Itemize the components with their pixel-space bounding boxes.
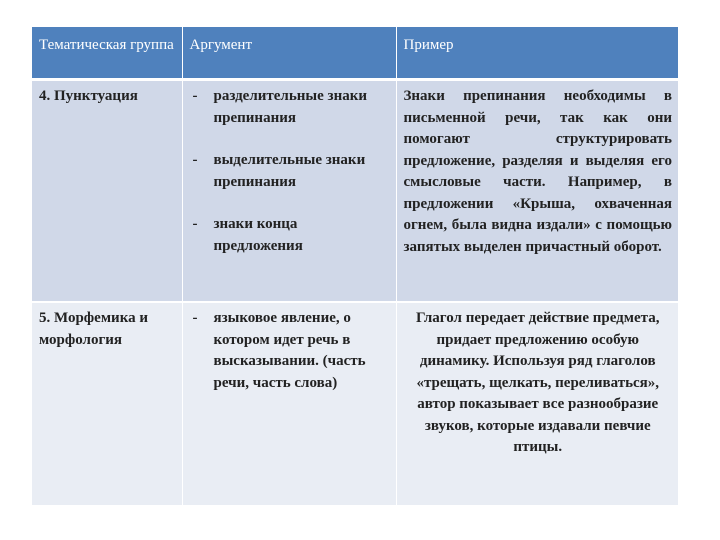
- list-item: [190, 86, 390, 129]
- table-row: [32, 80, 678, 303]
- arguments-table: [32, 27, 678, 507]
- argument-list: [190, 86, 390, 257]
- table-header-row: [32, 27, 678, 80]
- example-cell: Знаки препинания необходимы в письменной речи, так как они помогают структурировать предложение, разделяя и выделяя его смысловые части. Например, в предложении «Крыша, охваченная огнем, была видна издали» с помощью запятых выделен причастный оборот.: [396, 80, 678, 303]
- argument-text: знаки конца предложения: [213, 216, 303, 254]
- argument-cell: [182, 80, 396, 303]
- list-item: [190, 308, 390, 394]
- example-cell: Глагол передает действие предмета, придает предложению особую динамику. Используя ряд глаголов «трещать, щелкать, переливаться», автор показывает все разнообразие звуков, которые издавали певчие птицы.: [396, 302, 678, 506]
- argument-list: [190, 308, 390, 394]
- table-row: [32, 302, 678, 506]
- header-argument: Аргумент: [182, 27, 396, 80]
- argument-text: выделительные знаки препинания: [213, 152, 366, 190]
- dash-marker: -: [192, 88, 198, 104]
- argument-text: разделительные знаки препинания: [213, 88, 367, 126]
- argument-cell: [182, 302, 396, 506]
- list-item: [190, 150, 390, 193]
- header-thematic-group: Тематическая группа: [32, 27, 182, 80]
- group-cell: 5. Морфемика и морфология: [32, 302, 182, 506]
- argument-text: языковое явление, о котором идет речь в высказывании. (часть речи, часть слова): [213, 310, 366, 391]
- dash-marker: -: [192, 152, 198, 168]
- list-item: [190, 214, 390, 257]
- dash-marker: -: [192, 216, 198, 232]
- header-example: Пример: [396, 27, 678, 80]
- group-cell: 4. Пунктуация: [32, 80, 182, 303]
- dash-marker: -: [192, 310, 198, 326]
